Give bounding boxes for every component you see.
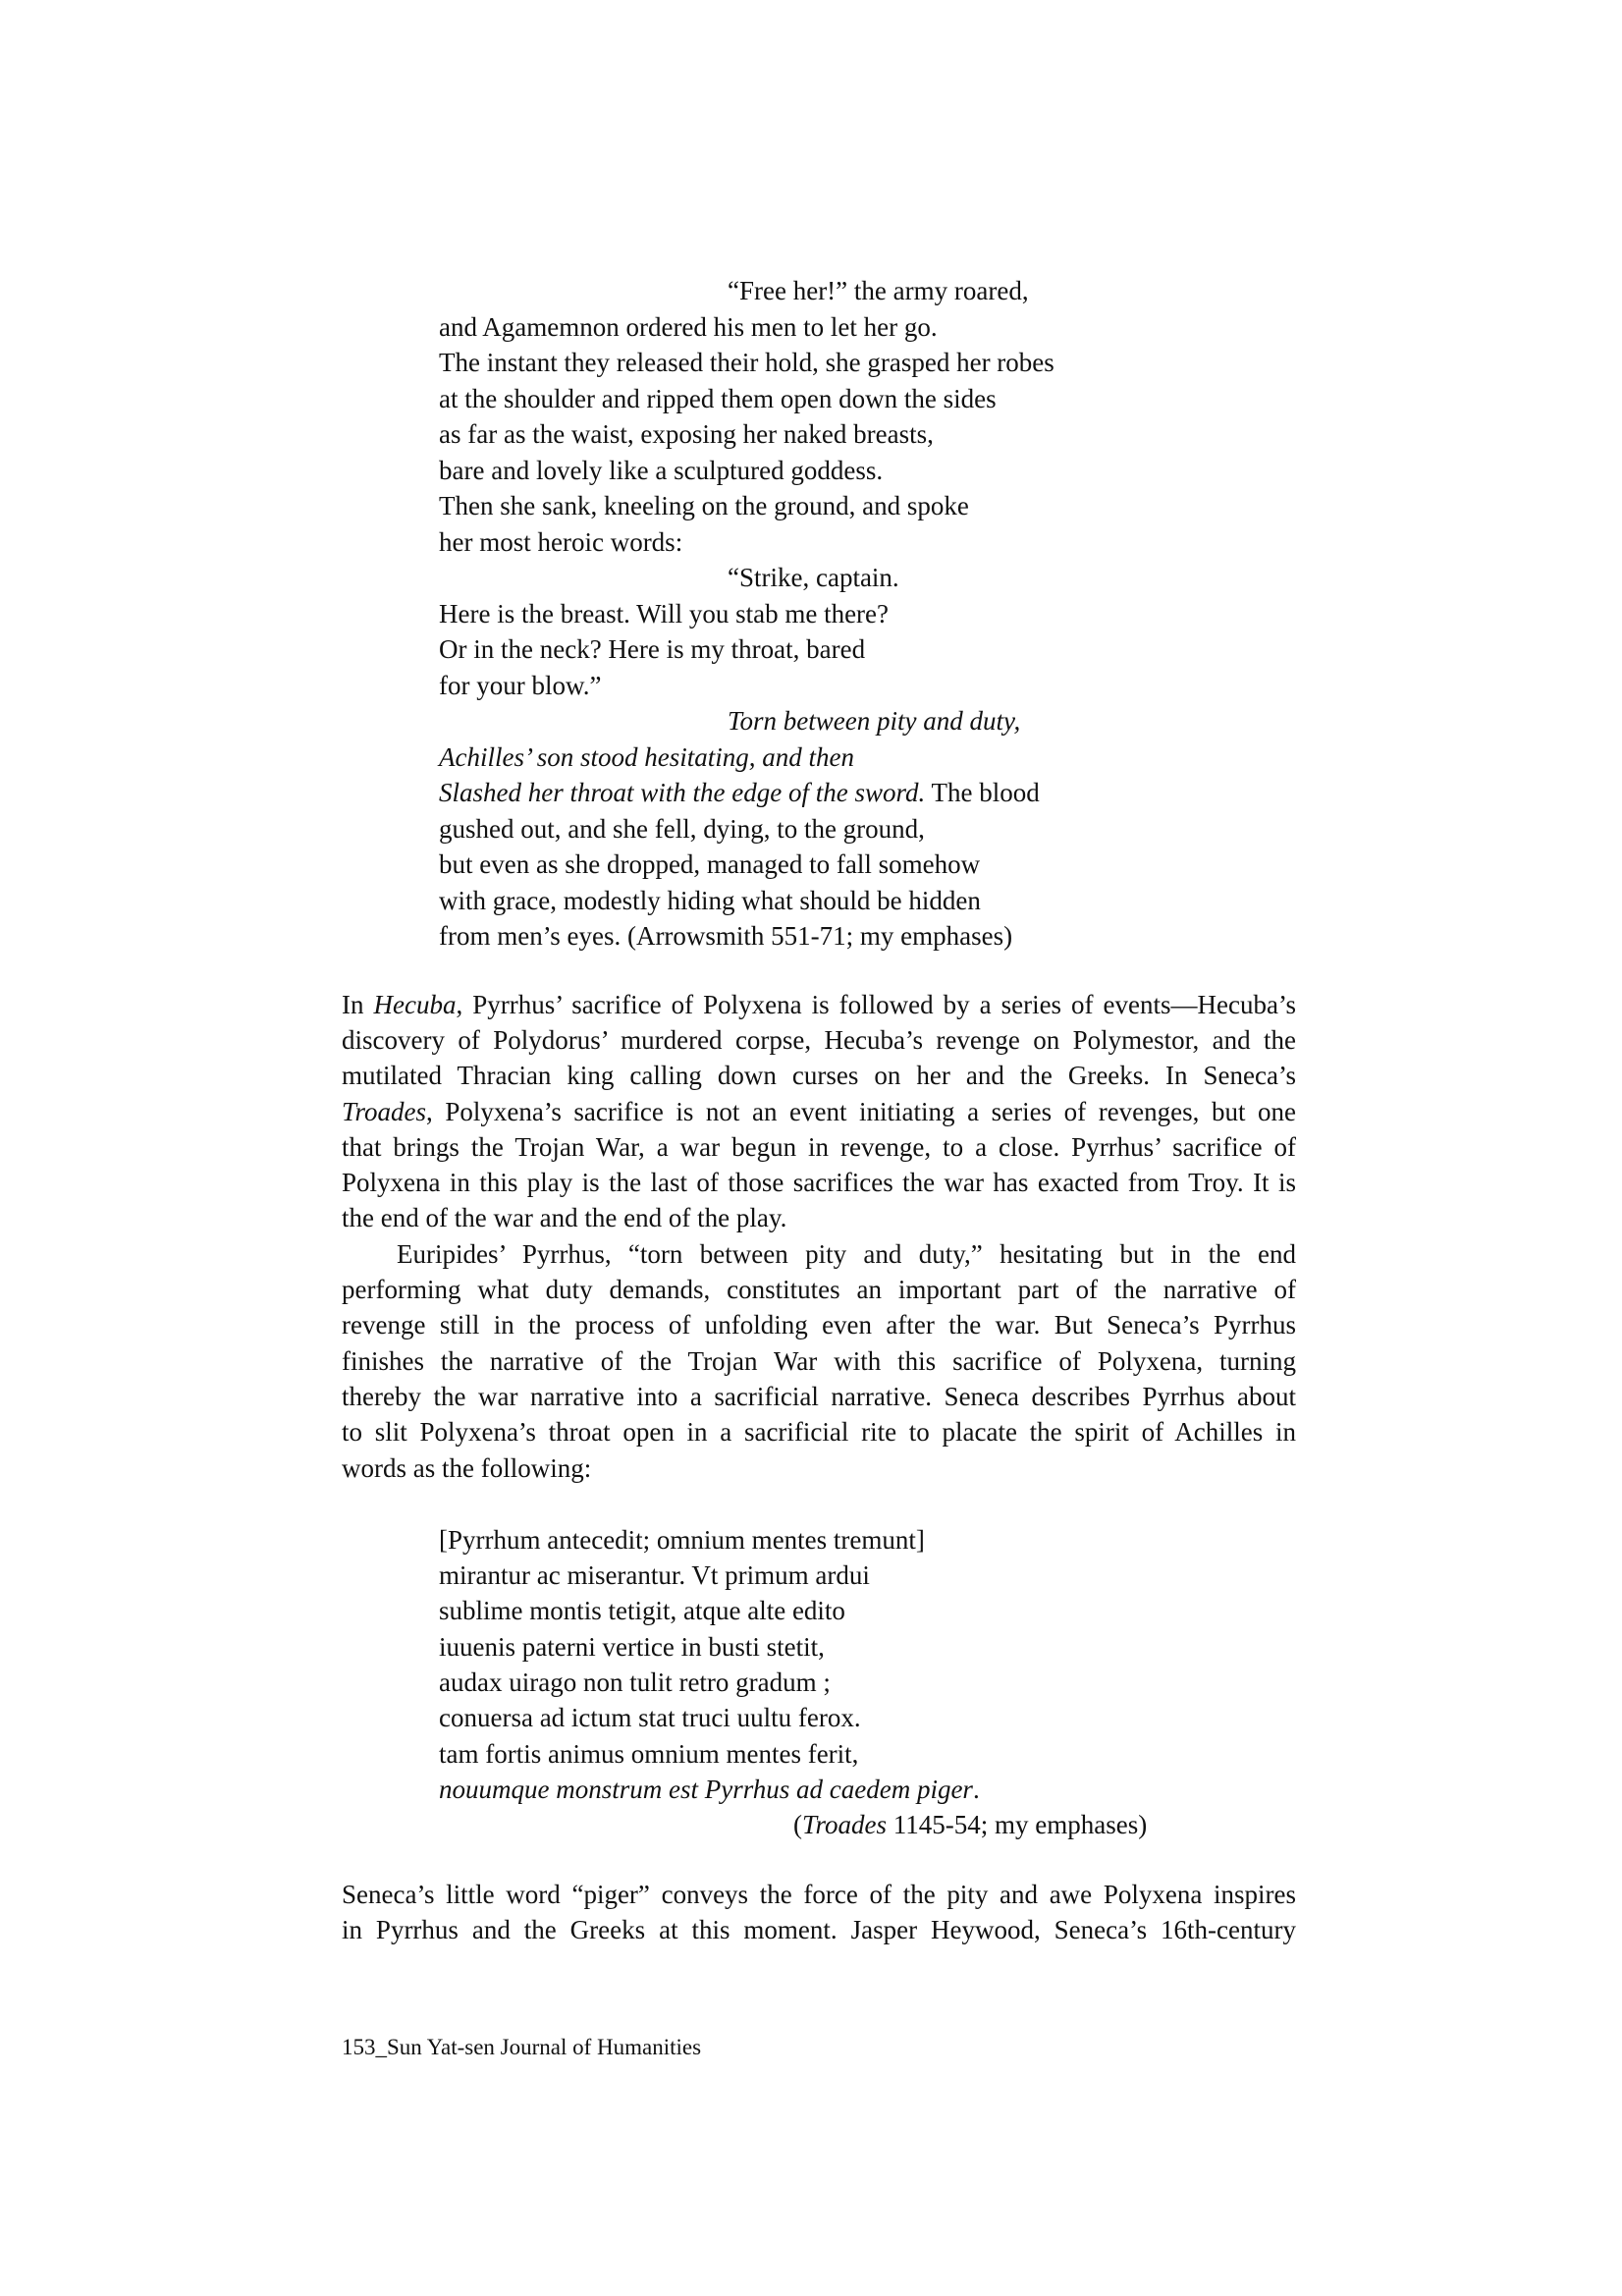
verse-line: and Agamemnon ordered his men to let her go.: [439, 312, 938, 342]
work-title: Hecuba: [373, 990, 457, 1019]
verse-line: with grace, modestly hiding what should be hidden: [439, 886, 981, 915]
paragraph-line: Seneca’s little word “piger” conveys the force of the pity and awe Polyxena inspires: [342, 1880, 1296, 1909]
verse-line: Then she sank, kneeling on the ground, and spoke: [439, 491, 969, 520]
latin-verse-line: sublime montis tetigit, atque alte edito: [439, 1596, 845, 1625]
paragraph-line: to slit Polyxena’s throat open in a sacrificial rite to placate the spirit of Achilles in: [342, 1417, 1296, 1447]
latin-verse-line: conuersa ad ictum stat truci uultu ferox.: [439, 1703, 861, 1732]
text-run: (: [793, 1810, 802, 1839]
work-title: Troades: [342, 1097, 427, 1126]
latin-verse-line: [Pyrrhum antecedit; omnium mentes tremunt]: [439, 1525, 925, 1555]
verse-line-emphasis: Achilles’ son stood hesitating, and then: [439, 742, 854, 772]
text-run: , Polyxena’s sacrifice is not an event initiating a series of revenges, but one: [426, 1097, 1296, 1126]
paragraph-line: Euripides’ Pyrrhus, “torn between pity and duty,” hesitating but in the end: [397, 1239, 1296, 1269]
verse-line: her most heroic words:: [439, 527, 683, 557]
verse-line: but even as she dropped, managed to fall somehow: [439, 849, 981, 879]
latin-verse-line: tam fortis animus omnium mentes ferit,: [439, 1739, 859, 1769]
verse-line: “Strike, captain.: [728, 563, 899, 592]
paragraph-line: in Pyrrhus and the Greeks at this moment. Jasper Heywood, Seneca’s 16th-century: [342, 1915, 1296, 1944]
verse-line: as far as the waist, exposing her naked breasts,: [439, 419, 934, 449]
text-run: In: [342, 990, 374, 1019]
paragraph-line: finishes the narrative of the Trojan War with this sacrifice of Polyxena, turning: [342, 1346, 1296, 1376]
text-run: .: [972, 1775, 980, 1804]
verse-line: bare and lovely like a sculptured goddess.: [439, 456, 884, 485]
paragraph-line: words as the following:: [342, 1453, 592, 1483]
paragraph-line: mutilated Thracian king calling down curses on her and the Greeks. In Seneca’s: [342, 1061, 1296, 1090]
citation: [793, 1807, 1147, 1842]
paragraph-line: Polyxena in this play is the last of those sacrifices the war has exacted from Troy. It is: [342, 1168, 1296, 1197]
text-run: 1145-54; my emphases): [887, 1810, 1148, 1839]
page-footer: 153_Sun Yat-sen Journal of Humanities: [342, 2035, 702, 2059]
verse-line: Here is the breast. Will you stab me there?: [439, 599, 890, 629]
verse-line: gushed out, and she fell, dying, to the ground,: [439, 814, 925, 844]
paragraph-line: discovery of Polydorus’ murdered corpse, Hecuba’s revenge on Polymestor, and the: [342, 1025, 1296, 1055]
paragraph-line: performing what duty demands, constitutes an important part of the narrative of: [342, 1275, 1296, 1304]
verse-line: from men’s eyes. (Arrowsmith 551-71; my emphases): [439, 921, 1013, 951]
verse-line: at the shoulder and ripped them open down the sides: [439, 384, 997, 413]
paragraph-line: revenge still in the process of unfolding even after the war. But Seneca’s Pyrrhus: [342, 1310, 1296, 1339]
verse-line: “Free her!” the army roared,: [728, 276, 1029, 305]
paragraph-line: that brings the Trojan War, a war begun in revenge, to a close. Pyrrhus’ sacrifice of: [342, 1132, 1296, 1162]
emphasis-text: nouumque monstrum est Pyrrhus ad caedem piger: [439, 1775, 973, 1804]
paragraph-line: [342, 987, 1296, 1022]
verse-line: for your blow.”: [439, 671, 602, 700]
verse-text: The blood: [925, 778, 1040, 807]
latin-verse-line: iuuenis paterni vertice in busti stetit,: [439, 1632, 825, 1662]
work-title: Troades: [802, 1810, 888, 1839]
verse-line: The instant they released their hold, she grasped her robes: [439, 348, 1054, 377]
paragraph-line: the end of the war and the end of the play.: [342, 1203, 787, 1232]
text-run: , Pyrrhus’ sacrifice of Polyxena is followed by a series of events—Hecuba’s: [456, 990, 1296, 1019]
verse-line: [439, 775, 1040, 810]
verse-line: Or in the neck? Here is my throat, bared: [439, 634, 866, 664]
paragraph-line: [342, 1094, 1296, 1129]
emphasis-text: Slashed her throat with the edge of the sword.: [439, 778, 926, 807]
latin-verse-line: [439, 1772, 980, 1807]
paragraph-line: thereby the war narrative into a sacrificial narrative. Seneca describes Pyrrhus about: [342, 1382, 1296, 1411]
verse-line-emphasis: Torn between pity and duty,: [728, 706, 1021, 736]
latin-verse-line: mirantur ac miserantur. Vt primum ardui: [439, 1560, 870, 1590]
latin-verse-line: audax uirago non tulit retro gradum ;: [439, 1667, 831, 1697]
